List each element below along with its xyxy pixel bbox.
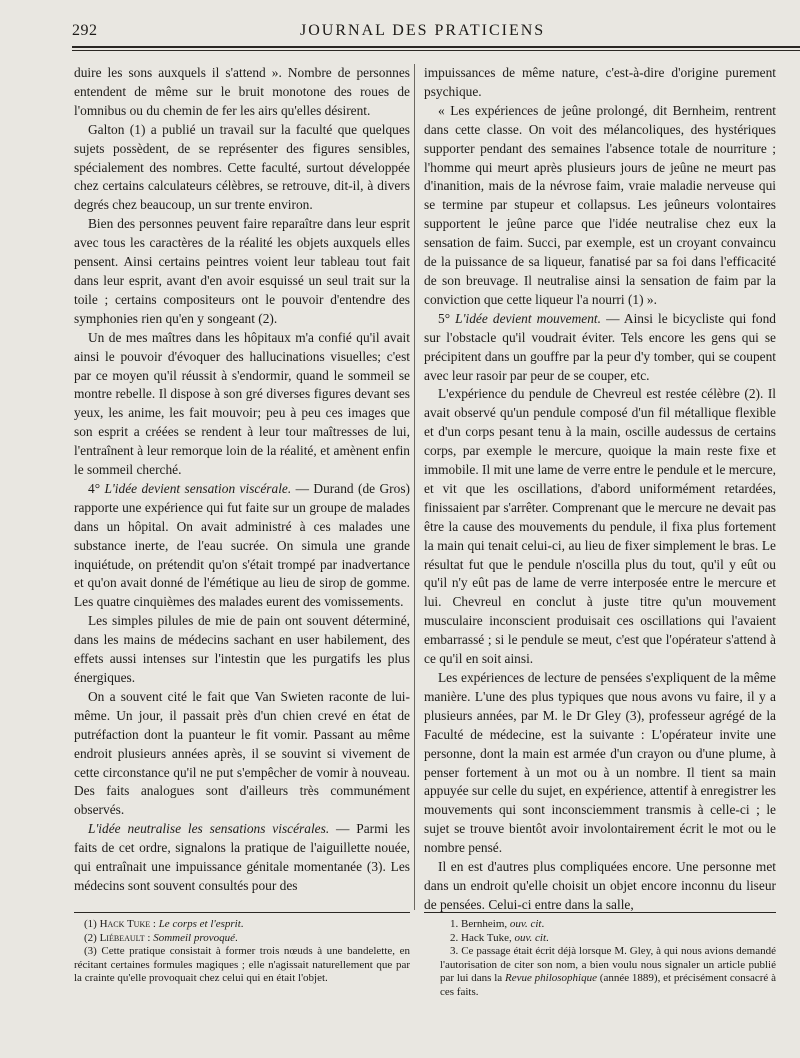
footnote: (2) Liébeault : Sommeil provoqué. <box>84 931 238 944</box>
paragraph: Galton (1) a publié un travail sur la faculté que quelques sujets possèdent, de se représenter des figures sensibles, spécialement des nombres. Cette faculté, surtout développée chez certains calculateurs célèbres, se retrouve, dit-il, à divers degrés chez beaucoup, un sur trente environ. <box>74 121 410 213</box>
paragraph: L'expérience du pendule de Chevreul est restée célèbre (2). Il avait observé qu'un pendule composé d'un fil métallique flexible et d'un corps pesant tenu à la main, oscille audessus de certains corps, par exemple le mercure, quoique la main reste fixe et immobile. Il mit une lame de verre entre le pendule et le mercure, et vit que les oscillations, d'abord uniformément retardées, finissaient par s'arrêter. Comprenant que le mercure ne devait pas être la cause des mouvements du pendule, il fixa plus fortement la main qui tenait celui-ci, au lieu de fixer simplement le bras. Le résultat fut que le pendule n'oscilla plus du tout, qu'il y eût ou qu'il n'y eût pas de lame de verre interposée entre le mercure et lui. Chevreul en conclut à juste titre qu'un mouvement musculaire inconscient produisait ces oscillations qui l'avaient embarrassé ; si le pendule se meut, c'est que l'opérateur s'attend à ce qu'il en soit ainsi. <box>424 386 776 667</box>
paragraph: Il en est d'autres plus compliquées encore. Une personne met dans un endroit qu'elle choisit un objet encore inconnu du liseur de pensées. Celui-ci entre dans la salle, <box>424 859 776 912</box>
left-column <box>74 64 410 896</box>
footnote-rule-left <box>74 912 410 913</box>
section-heading: L'idée devient mouvement. <box>455 310 602 326</box>
footnote: (1) Hack Tuke : Le corps et l'esprit. <box>84 918 244 930</box>
footnotes-right <box>440 918 776 999</box>
page-number: 292 <box>72 22 98 39</box>
right-column <box>424 64 776 915</box>
section-paragraph: 5° L'idée devient mouvement. — Ainsi le bicycliste qui fond sur l'obstacle qu'il voudrait éviter. Tels encore les gens qui se précipitent dans un gouffre par la peur d'y tomber, qui se coupent avec leur rasoir par peur de se couper, etc. <box>424 310 777 383</box>
journal-title: JOURNAL DES PRATICIENS <box>300 22 546 39</box>
paragraph: Un de mes maîtres dans les hôpitaux m'a confié qu'il avait ainsi le pouvoir d'évoquer des hallucinations visuelles; c'est par ce moyen qu'il réussit à s'endormir, quand le sommeil se montre rebelle. Il dispose à son gré diverses figures devant ses yeux, les anime, les fait mouvoir; peu à peu ces images que son esprit a créées se rendent à leur tour maîtresses de lui, l'entraînent à leur remorque loin de la réalité, et amènent enfin le sommeil cherché. <box>74 329 410 478</box>
section-heading: L'idée neutralise les sensations viscérales. <box>88 821 330 837</box>
column-divider <box>414 64 415 910</box>
footnote: 2. Hack Tuke, ouv. cit. <box>450 931 549 944</box>
header-rule <box>72 46 800 51</box>
paragraph: impuissances de même nature, c'est-à-dire d'origine purement psychique. <box>424 65 776 99</box>
paragraph: Bien des personnes peuvent faire reparaître dans leur esprit avec tous les caractères de la réalité les objets auxquels elles pensent. Ainsi certains peintres voient leur tableau tout fait dans leur esprit, avant d'en avoir esquissé un seul trait sur la toile ; certains compositeurs ont le pouvoir d'entendre des symphonies rien qu'en y songeant (2). <box>74 216 410 326</box>
footnote: 3. Ce passage était écrit déjà lorsque M. Gley, à qui nous avions demandé l'autorisation de citer son nom, a bien voulu nous signaler un article publié par lui dans la Revue philosophique (année 1889), et précisément consacré à ces faits. <box>440 945 777 998</box>
footnote: 1. Bernheim, ouv. cit. <box>450 918 545 930</box>
paragraph: « Les expériences de jeûne prolongé, dit Bernheim, rentrent dans cette classe. On voit des mélancoliques, des hystériques supporter pendant des semaines l'absence totale de nourriture ; l'homme qui meurt après plusieurs jours de jeûne ne meurt pas d'inanition, mais de la névrose faim, vraie maladie nerveuse qui se termine par stupeur et collapsus. Les jeûneurs volontaires supportent le jeûne parce que l'idée neutralise chez eux la sensation de faim. Succi, par exemple, est un croyant convaincu de la puissance de sa liqueur, fanatisé par sa foi dans l'efficacité de son breuvage. Il neutralise ainsi la sensation de faim par la conviction que cette liqueur l'a nourri (1) ». <box>424 102 776 307</box>
section-paragraph: L'idée neutralise les sensations viscérales. — Parmi les faits de cet ordre, signalons la pratique de l'aiguillette nouée, qui entraînait une impuissance génitale momentanée (3). Les médecins sont souvent consultés pour des <box>74 821 410 893</box>
section-paragraph: 4° L'idée devient sensation viscérale. — Durand (de Gros) rapporte une expérience qui fut faite sur un groupe de malades dans un hôpital. On avait administré à ces malades une substance inerte, de l'eau sucrée. On simula une grande inquiétude, on prétendit qu'on s'était trompé par inadvertance et qu'on avait donné de l'émétique au lieu de sirop de gomme. Les quatre cinquièmes des malades eurent des vomissements. <box>74 480 410 610</box>
paragraph: duire les sons auxquels il s'attend ». Nombre de personnes entendent de même sur le bruit monotone des roues de l'omnibus ou du chemin de fer les airs qu'elles désirent. <box>74 65 410 118</box>
paragraph: Les expériences de lecture de pensées s'expliquent de la même manière. L'une des plus typiques que nous avons vu faire, il y a plusieurs années, par M. le Dr Gley (3), professeur agrégé de la Faculté de médecine, est la suivante : L'opérateur invite une personne, dont la main est armée d'un crayon ou d'une plume, à penser fortement à un mot ou à un nombre. Il tient sa main appuyée sur celle du sujet, en expérience, attentif à enregistrer les mouvements qui sont inconsciemment transmis à celle-ci ; le sujet se trouve bientôt avoir involontairement écrit le mot ou le nombre pensé. <box>424 670 776 856</box>
paragraph: On a souvent cité le fait que Van Swieten raconte de lui-même. Un jour, il passait près d'un chien crevé en état de putréfaction dont la puanteur le fit vomir. Passant au même endroit plusieurs années après, il se souvint si vivement de cette circonstance qu'il ne put s'empêcher de vomir à nouveau. Des faits analogues sont d'ailleurs très communément observés. <box>74 688 410 818</box>
footnote: (3) Cette pratique consistait à former trois nœuds à une bandelette, en récitant certaines formules magiques ; elle n'agissait naturellement que par la crainte qu'elle provoquait chez celui qui en était l'objet. <box>74 945 410 984</box>
footnote-rule-right <box>424 912 776 913</box>
paragraph: Les simples pilules de mie de pain ont souvent déterminé, dans les mains de médecins sachant en user habilement, des effets aussi intenses sur l'intestin que les purgatifs les plus énergiques. <box>74 613 410 685</box>
footnotes-left <box>74 918 410 986</box>
section-heading: L'idée devient sensation viscérale. <box>104 480 292 496</box>
page-header <box>72 16 800 46</box>
